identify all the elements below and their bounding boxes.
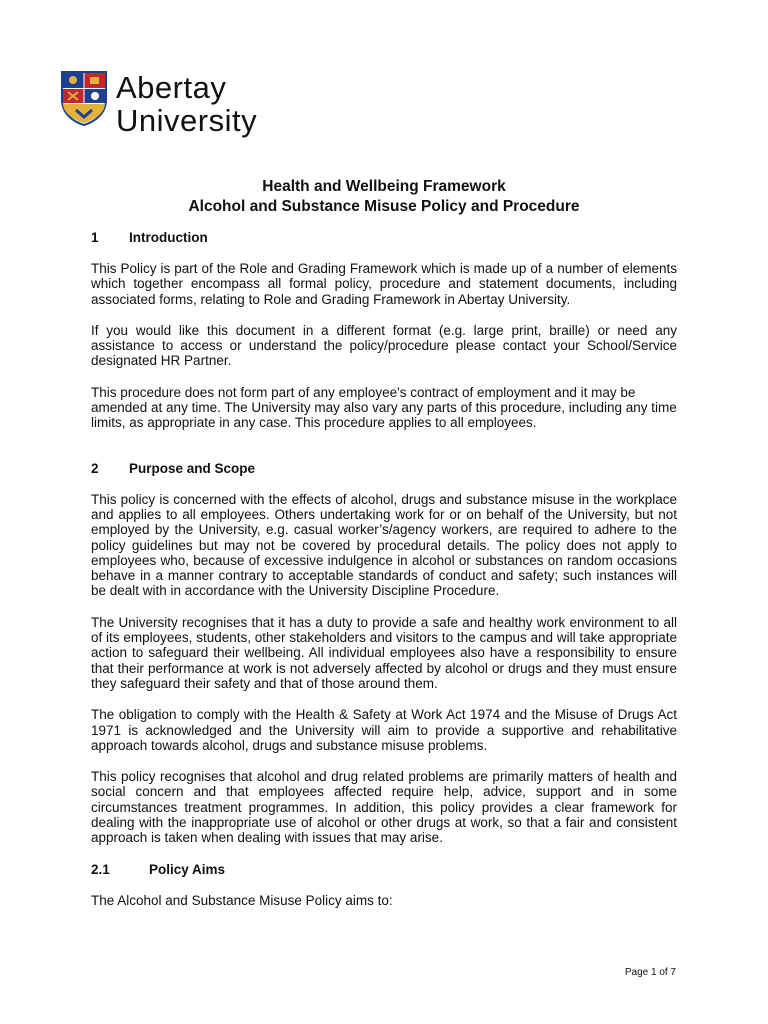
crest-icon [60, 70, 108, 126]
paragraph: This policy recognises that alcohol and drug related problems are primarily matters of health and social concern and that employees affected require help, advice, support and in some circumstances treatment programmes. In addition, this policy provides a clear framework for dealing with the inappropriate use of alcohol or other drugs at work, so that a fair and consistent approach is taken when dealing with issues that may arise. [91, 769, 677, 846]
document-body [91, 230, 677, 908]
section-title: Policy Aims [149, 861, 226, 877]
section-2-heading [91, 461, 677, 477]
document-subtitle: Alcohol and Substance Misuse Policy and Procedure [188, 198, 580, 215]
section-1-heading [91, 230, 677, 246]
section-title: Purpose and Scope [129, 460, 256, 476]
section-title: Introduction [129, 230, 208, 245]
paragraph: The obligation to comply with the Health & Safety at Work Act 1974 and the Misuse of Drugs Act 1971 is acknowledged and the University will aim to provide a supportive and rehabilitative approach towards alcohol, drugs and substance misuse problems. [91, 707, 677, 753]
section-number: 2.1 [91, 861, 110, 877]
paragraph: This Policy is part of the Role and Grading Framework which is made up of a number of elements which together encompass all formal policy, procedure and statement documents, including associated forms, relating to Role and Grading Framework in Abertay University. [91, 261, 677, 307]
paragraph: This policy is concerned with the effects of alcohol, drugs and substance misuse in the workplace and applies to all employees. Others undertaking work for or on behalf of the University, but not employed by the University, e.g. casual worker’s/agency workers, are required to adhere to the policy guidelines but may not be covered by procedural details. The policy does not apply to employees who, because of excessive indulgence in alcohol or substances on random occasions behave in a manner contrary to acceptable standards of conduct and safety; such instances will be dealt with in accordance with the University Discipline Procedure. [91, 491, 677, 599]
document-title: Health and Wellbeing Framework [262, 178, 506, 195]
paragraph: The University recognises that it has a duty to provide a safe and healthy work environment to all of its employees, students, other stakeholders and visitors to the campus and will take appropriate action to safeguard their wellbeing. All individual employees also have a responsibility to ensure that their performance at work is not adversely affected by alcohol or drugs and they must ensure they safeguard their safety and that of those around them. [91, 614, 677, 691]
paragraph: If you would like this document in a different format (e.g. large print, braille) or need any assistance to access or understand the policy/procedure please contact your School/Service designated HR Partner. [91, 322, 677, 369]
document-titles [0, 177, 768, 217]
logo-line-1: Abertay [116, 70, 227, 105]
paragraph: This procedure does not form part of any employee's contract of employment and it may be amended at any time. The University may also vary any parts of this procedure, including any time limits, as appropriate in any case. This procedure applies to all employees. [91, 384, 677, 431]
page-number: Page 1 of 7 [624, 967, 676, 978]
section-number: 1 [91, 230, 99, 245]
section-number: 2 [91, 460, 99, 476]
paragraph: The Alcohol and Substance Misuse Policy aims to: [91, 892, 393, 908]
section-2-1-heading [91, 862, 677, 878]
university-logo [60, 70, 257, 136]
logo-line-2: University [116, 103, 258, 138]
